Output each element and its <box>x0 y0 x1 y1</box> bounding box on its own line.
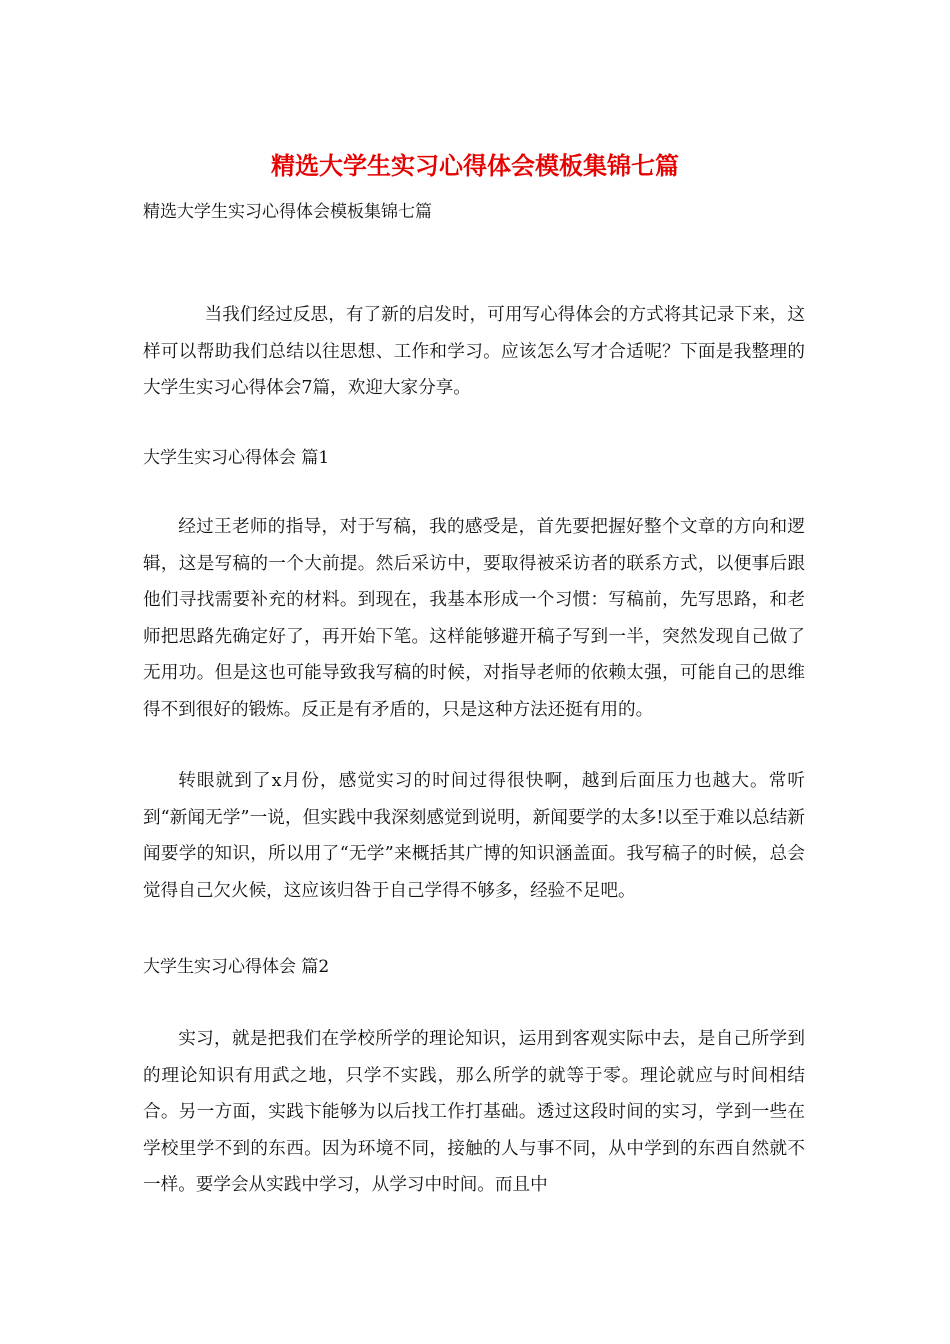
document-title: 精选大学生实习心得体会模板集锦七篇 <box>271 151 679 180</box>
body-paragraph: 实习，就是把我们在学校所学的理论知识，运用到客观实际中去，是自己所学到的理论知识有用武之地，只学不实践，那么所学的就等于零。理论就应与时间相结合。另一方面，实践卞能够为以后找工作打基础。透过这段时间的实习，学到一些在学校里学不到的东西。因为环境不同，接触的人与事不同，从中学到的东西自然就不一样。要学会从实践中学习，从学习中时间。而且中 <box>143 1029 805 1195</box>
intro-paragraph: 当我们经过反思，有了新的启发时，可用写心得体会的方式将其记录下来，这样可以帮助我们总结以往思想、工作和学习。应该怎么写才合适呢？下面是我整理的大学生实习心得体会7篇，欢迎大家分享。 <box>143 305 805 398</box>
body-paragraph: 转眼就到了x月份，感觉实习的时间过得很快啊，越到后面压力也越大。常听到“新闻无学”一说，但实践中我深刻感觉到说明，新闻要学的太多!以至于难以总结新闻要学的知识，所以用了“无学”来概括其广博的知识涵盖面。我写稿子的时候，总会觉得自己欠火候，这应该归咎于自己学得不够多，经验不足吧。 <box>143 771 805 901</box>
document-subtitle: 精选大学生实习心得体会模板集锦七篇 <box>143 202 432 222</box>
section-heading: 大学生实习心得体会 篇1 <box>143 448 330 468</box>
section-heading: 大学生实习心得体会 篇2 <box>143 957 330 977</box>
body-paragraph: 经过王老师的指导，对于写稿，我的感受是，首先要把握好整个文章的方向和逻辑，这是写稿的一个大前提。然后采访中，要取得被采访者的联系方式，以便事后跟他们寻找需要补充的材料。到现在，我基本形成一个习惯：写稿前，先写思路，和老师把思路先确定好了，再开始下笔。这样能够避开稿子写到一半，突然发现自己做了无用功。但是这也可能导致我写稿的时候，对指导老师的依赖太强，可能自己的思维得不到很好的锻炼。反正是有矛盾的，只是这种方法还挺有用的。 <box>143 517 805 720</box>
